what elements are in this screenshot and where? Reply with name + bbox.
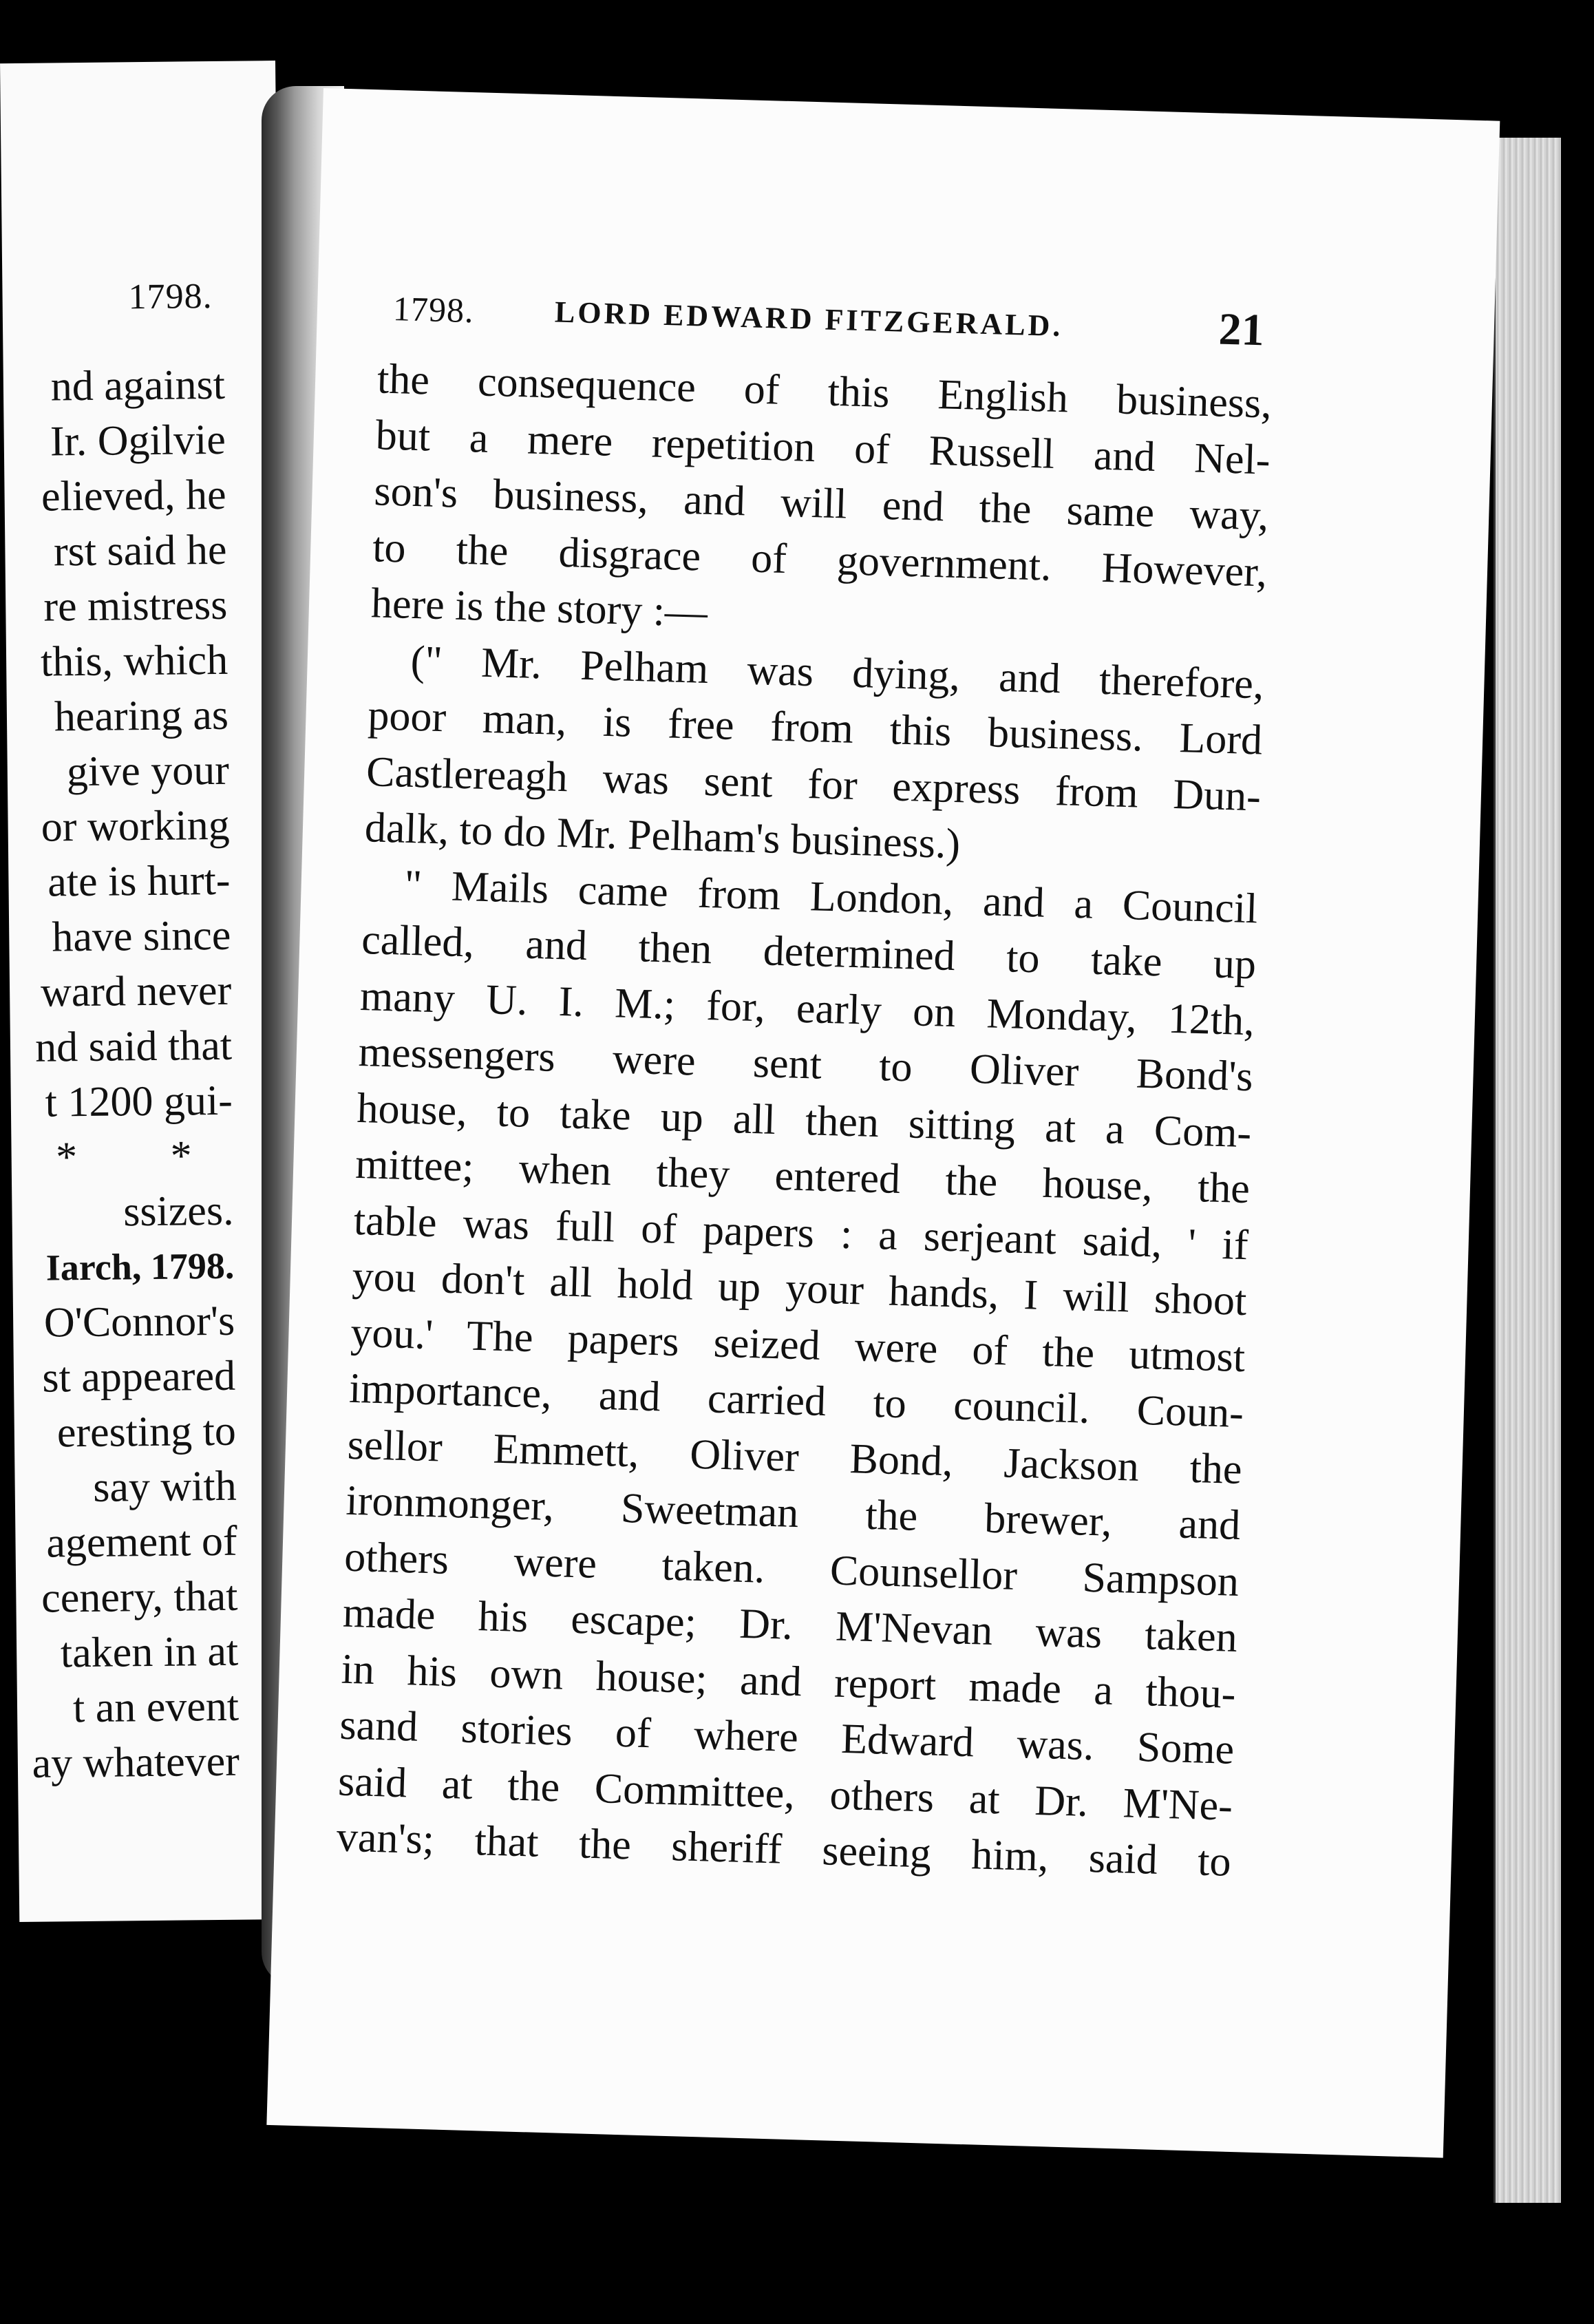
left-line: nd said that <box>34 1022 233 1071</box>
left-line: nd against <box>50 361 226 410</box>
text-line: made his escape; Dr. M'Nevan was taken <box>342 1589 1238 1661</box>
left-line: st appeared <box>42 1352 236 1402</box>
left-line: Ir. Ogilvie <box>50 416 226 465</box>
header-year: 1798. <box>392 288 475 330</box>
header-title: LORD EDWARD FITZGERALD. <box>554 295 1064 344</box>
text-line: here is the story :— <box>370 580 708 636</box>
text-line: van's; that the sheriff seeing him, said to <box>336 1813 1232 1885</box>
left-line: cenery, that <box>41 1572 238 1622</box>
text-line: dalk, to do Mr. Pelham's business.) <box>364 804 961 868</box>
text-line: others were taken. Counsellor Sampson <box>343 1533 1240 1605</box>
left-line: or working <box>41 801 230 851</box>
text-line: mittee; when they entered the house, the <box>354 1140 1251 1213</box>
left-line: taken in at <box>60 1627 239 1677</box>
text-line: poor man, is free from this business. Lord <box>367 692 1264 764</box>
left-line: give your <box>66 746 230 796</box>
left-page <box>0 61 295 1922</box>
left-page-header-year: 1798. <box>128 276 213 317</box>
text-line: called, and then determined to take up <box>361 916 1257 989</box>
text-line: messengers were sent to Oliver Bond's <box>357 1028 1254 1101</box>
text-line: sellor Emmett, Oliver Bond, Jackson the <box>347 1421 1243 1493</box>
left-line: ate is hurt- <box>47 856 231 906</box>
text-line: in his own house; and report made a thou- <box>340 1645 1237 1718</box>
text-line: sand stories of where Edward was. Some <box>339 1701 1235 1773</box>
text-line: you don't all hold up your hands, I will shoot <box>351 1252 1248 1325</box>
text-line: but a mere repetition of Russell and Nel- <box>375 411 1271 484</box>
text-line: to the disgrace of government. However, <box>372 523 1268 596</box>
right-page <box>266 88 1500 2158</box>
page-number: 21 <box>1218 304 1265 356</box>
left-line: rst said he <box>53 526 227 575</box>
text-line: ironmonger, Sweetman the brewer, and <box>345 1477 1242 1549</box>
left-line: eresting to <box>56 1407 237 1457</box>
left-line: this, which <box>40 636 229 686</box>
left-line: have since <box>52 911 231 961</box>
left-line: say with <box>92 1462 237 1511</box>
text-line: said at the Committee, others at Dr. M'Ne- <box>337 1757 1233 1830</box>
page-edges <box>1494 138 1561 2203</box>
text-line: son's business, and will end the same way, <box>373 467 1270 540</box>
left-line: ward never <box>40 966 232 1016</box>
body-text <box>336 351 1273 1890</box>
left-line: ay whatever <box>32 1737 240 1787</box>
text-line: the consequence of this English business, <box>376 355 1273 427</box>
text-line: house, to take up all then sitting at a Com- <box>356 1084 1253 1156</box>
text-line: importance, and carried to council. Coun- <box>348 1364 1244 1437</box>
left-line: re mistress <box>43 581 228 631</box>
text-line: many U. I. M.; for, early on Monday, 12th, <box>359 972 1255 1044</box>
text-line: table was full of papers : a serjeant said, ' if <box>353 1196 1249 1269</box>
left-line: elieved, he <box>41 471 226 520</box>
text-line: (" Mr. Pelham was dying, and therefore, <box>410 637 1265 708</box>
left-line-asterisks: * * <box>55 1132 234 1181</box>
left-line: t an event <box>72 1682 240 1732</box>
left-line: agement of <box>46 1517 237 1567</box>
text-line: Castlereagh was sent for express from Dun- <box>365 748 1262 820</box>
left-line-dateline: Iarch, 1798. <box>45 1245 235 1289</box>
left-line: ssizes. <box>123 1187 234 1236</box>
text-line: you.' The papers seized were of the utmost <box>350 1309 1246 1381</box>
left-page-text <box>0 357 240 1795</box>
text-line: " Mails came from London, and a Council <box>403 861 1259 932</box>
left-line: O'Connor's <box>43 1297 235 1346</box>
left-line: t 1200 gui- <box>45 1077 233 1126</box>
left-line: hearing as <box>54 691 229 741</box>
